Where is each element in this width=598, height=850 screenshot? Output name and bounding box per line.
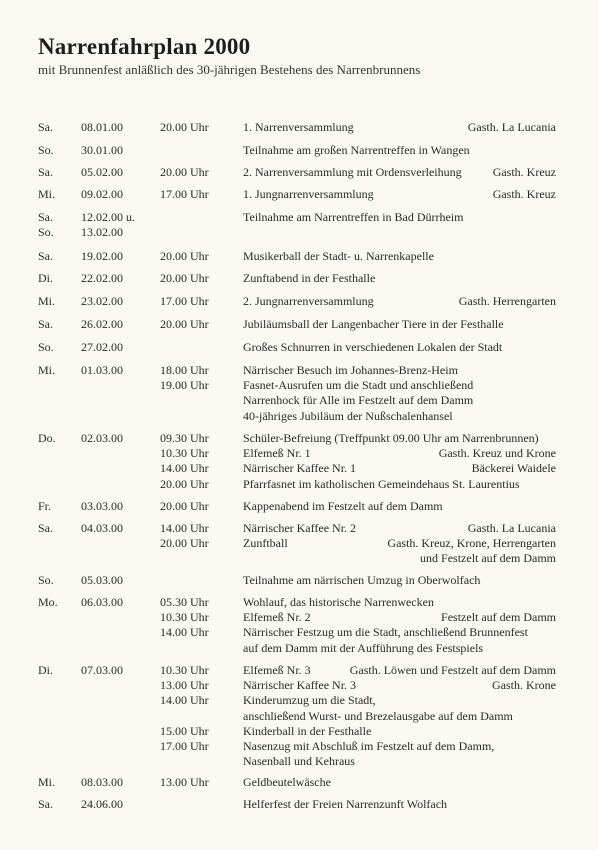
- entry-location: [441, 595, 556, 610]
- entry-event: Teilnahme am großen Narrentreffen in Wangen: [243, 143, 470, 157]
- entry-date-column: [81, 363, 123, 378]
- entry-date: 02.03.00: [81, 431, 123, 445]
- entry-date-column: [81, 143, 123, 158]
- entry-location: Gasth. Herrengarten: [458, 294, 556, 308]
- entry-event: Elfemeß Nr. 1: [243, 446, 311, 461]
- entry-day: Mo.: [38, 595, 58, 609]
- entry-day: So.: [38, 143, 54, 157]
- entry-event-column: [243, 573, 480, 588]
- entry-day: Sa.: [38, 521, 53, 535]
- entry-event: Nasenzug mit Abschluß im Festzelt auf dem Damm,: [243, 739, 495, 754]
- entry-date: 12.02.00 u.: [81, 210, 135, 224]
- entry-event-column: [243, 143, 470, 158]
- entry-event: anschließend Wurst- und Brezelausgabe auf dem Damm: [243, 708, 513, 723]
- entry-day: Sa.: [38, 317, 53, 331]
- entry-event: Narrenhock für Alle im Festzelt auf dem Damm: [243, 393, 474, 408]
- entry-location: Gasth. La Lucania: [467, 521, 556, 535]
- entry-day-column: [38, 294, 55, 309]
- entry-event: Jubiläumsball der Langenbacher Tiere in der Festhalle: [243, 317, 504, 331]
- entry-event: Pfarrfasnet im katholischen Gemeindehaus St. Laurentius: [243, 476, 520, 491]
- entry-location-column: [468, 120, 556, 135]
- entry-date-column: [81, 775, 123, 790]
- entry-event: Elfemeß Nr. 3: [243, 663, 311, 677]
- entry-day: So.: [38, 340, 54, 354]
- entry-event: Kinderball in der Festhalle: [243, 723, 372, 738]
- entry-event-column: [243, 271, 375, 286]
- entry-date: 23.02.00: [81, 294, 123, 308]
- entry-date-column: [81, 120, 123, 135]
- entry-time-column: [160, 775, 209, 790]
- entry-time: 10.30 Uhr: [160, 663, 209, 677]
- entry-event: 1. Jungnarrenversammlung: [243, 187, 374, 201]
- entry-event-column: [243, 797, 447, 812]
- entry-event-column: [243, 317, 504, 332]
- entry-time: 10.30 Uhr: [160, 610, 209, 625]
- entry-event: Kinderumzug um die Stadt,: [243, 693, 376, 708]
- entry-location: [439, 477, 556, 492]
- entry-location: Bäckerei Waidele: [471, 461, 556, 476]
- entry-date-column: [81, 521, 123, 536]
- entry-location-column: [350, 663, 556, 693]
- entry-event-column: [243, 165, 462, 180]
- entry-event: 1. Narrenversammlung: [243, 120, 354, 134]
- entry-day: Mi.: [38, 775, 56, 789]
- entry-time: 20.00 Uhr: [160, 271, 209, 285]
- entry-day-column: [38, 317, 53, 332]
- page-title: Narrenfahrplan 2000: [38, 34, 251, 59]
- entry-day-column: [38, 363, 55, 378]
- entry-date: 09.02.00: [81, 187, 123, 201]
- entry-day-column: [38, 521, 53, 536]
- entry-date: 26.02.00: [81, 317, 123, 331]
- entry-date: 24.06.00: [81, 797, 123, 811]
- entry-location-column: [459, 294, 556, 309]
- entry-event: Geldbeutelwäsche: [243, 775, 331, 789]
- entry-time: 09.30 Uhr: [160, 431, 209, 445]
- entry-time-column: [160, 187, 209, 202]
- entry-day-column: [38, 187, 55, 202]
- entry-event: Fasnet-Ausrufen um die Stadt und anschließend: [243, 378, 474, 393]
- entry-day-column: [38, 595, 58, 610]
- entry-time: 20.00 Uhr: [160, 165, 209, 179]
- entry-day-column: [38, 143, 54, 158]
- entry-time: 20.00 Uhr: [160, 476, 209, 491]
- entry-date: 06.03.00: [81, 595, 123, 609]
- page-subtitle: mit Brunnenfest anläßlich des 30-jährigen Bestehens des Narrenbrunnens: [38, 62, 421, 77]
- entry-day: Sa.: [38, 210, 53, 224]
- entry-time: 14.00 Uhr: [160, 693, 209, 708]
- entry-event: Schüler-Befreiung (Treffpunkt 09.00 Uhr am Narrenbrunnen): [243, 431, 539, 445]
- entry-event: 2. Narrenversammlung mit Ordensverleihung: [243, 165, 462, 179]
- entry-day: Fr.: [38, 499, 52, 513]
- entry-day-column: [38, 499, 51, 514]
- entry-event: Großes Schnurren in verschiedenen Lokalen der Stadt: [243, 340, 503, 354]
- entry-day-column: [38, 210, 54, 240]
- entry-time: 05.30 Uhr: [160, 595, 209, 609]
- entry-time: 20.00 Uhr: [160, 317, 209, 331]
- entry-time: 15.00 Uhr: [160, 723, 209, 738]
- entry-time-column: [160, 120, 209, 135]
- entry-event: Zunftball: [243, 536, 288, 551]
- entry-event: Kappenabend im Festzelt auf dem Damm: [243, 499, 443, 513]
- entry-location-column: [493, 165, 556, 180]
- entry-day-column: [38, 573, 54, 588]
- entry-event: Närrischer Festzug um die Stadt, anschließend Brunnenfest: [243, 625, 528, 640]
- entry-date-column: [81, 210, 135, 240]
- entry-date: 01.03.00: [81, 363, 123, 377]
- entry-time-column: [160, 431, 209, 492]
- entry-location: Gasth. Krone: [492, 678, 556, 693]
- entry-day: So.: [38, 225, 54, 240]
- entry-day-column: [38, 340, 54, 355]
- entry-date-column: [81, 187, 123, 202]
- entry-location: Gasth. Löwen und Festzelt auf dem Damm: [349, 663, 556, 677]
- entry-day-column: [38, 120, 53, 135]
- entry-date: 05.03.00: [81, 573, 123, 587]
- entry-time-column: [160, 595, 209, 641]
- entry-location: Gasth. Kreuz: [492, 165, 556, 179]
- entry-time: 17.00 Uhr: [160, 294, 209, 308]
- entry-event-column: [243, 775, 331, 790]
- entry-day: Di.: [38, 663, 53, 677]
- entry-location: Festzelt auf dem Damm: [441, 610, 556, 625]
- entry-time-column: [160, 294, 209, 309]
- entry-date-column: [81, 663, 123, 678]
- entry-location-column: [441, 595, 556, 625]
- entry-date: 30.01.00: [81, 143, 123, 157]
- entry-time-column: [160, 165, 209, 180]
- entry-day-column: [38, 249, 53, 264]
- entry-event: 2. Jungnarrenversammlung: [243, 294, 374, 308]
- entry-time-column: [160, 521, 209, 551]
- entry-time: 20.00 Uhr: [160, 536, 209, 551]
- entry-date-column: [81, 271, 123, 286]
- entry-time: [160, 709, 209, 724]
- entry-time-column: [160, 499, 209, 514]
- entry-time: 20.00 Uhr: [160, 499, 209, 513]
- entry-location: und Festzelt auf dem Damm: [420, 551, 556, 566]
- entry-date-column: [81, 595, 123, 610]
- entry-date-column: [81, 340, 123, 355]
- entry-date: 04.03.00: [81, 521, 123, 535]
- entry-date-column: [81, 294, 123, 309]
- entry-day: Sa.: [38, 249, 53, 263]
- entry-time-column: [160, 249, 209, 264]
- entry-event: 40-jähriges Jubiläum der Nußschalenhansel: [243, 408, 453, 423]
- entry-day: Sa.: [38, 797, 53, 811]
- entry-location-column: [493, 187, 556, 202]
- entry-date-column: [81, 249, 123, 264]
- entry-event: Närrischer Kaffee Nr. 2: [243, 521, 357, 535]
- entry-event-column: [243, 363, 473, 424]
- entry-location: Gasth. Kreuz und Krone: [438, 446, 556, 461]
- entry-event: Närrischer Kaffee Nr. 1: [243, 461, 357, 476]
- entry-date: 07.03.00: [81, 663, 123, 677]
- entry-location: Gasth. Kreuz, Krone, Herrengarten: [387, 536, 556, 551]
- entry-day: Sa.: [38, 165, 53, 179]
- entry-day: Do.: [38, 431, 56, 445]
- entry-day-column: [38, 165, 53, 180]
- entry-time-column: [160, 317, 209, 332]
- entry-time-column: [160, 363, 209, 393]
- entry-day: Mi.: [38, 363, 56, 377]
- entry-location-column: [439, 431, 556, 492]
- entry-day-column: [38, 775, 55, 790]
- entry-day-column: [38, 663, 53, 678]
- entry-location: [439, 431, 556, 446]
- entry-event-column: [243, 187, 374, 202]
- entry-event: Närrischer Kaffee Nr. 3: [243, 678, 357, 693]
- entry-date: 27.02.00: [81, 340, 123, 354]
- entry-day-column: [38, 271, 53, 286]
- entry-event: Musikerball der Stadt- u. Narrenkapelle: [243, 249, 434, 263]
- entry-time: 10.30 Uhr: [160, 446, 209, 461]
- entry-event: Nasenball und Kehraus: [243, 754, 355, 769]
- entry-event: Teilnahme am Narrentreffen in Bad Dürrheim: [243, 210, 464, 224]
- entry-time: 20.00 Uhr: [160, 249, 209, 263]
- entry-location: Gasth. Kreuz: [492, 187, 556, 201]
- entry-time: 17.00 Uhr: [160, 739, 209, 754]
- entry-date-column: [81, 431, 123, 446]
- entry-time: 13.00 Uhr: [160, 678, 209, 693]
- entry-event: Teilnahme am närrischen Umzug in Oberwolfach: [243, 573, 481, 587]
- entry-date-column: [81, 317, 123, 332]
- entry-event-column: [243, 249, 434, 264]
- entry-location-column: [387, 521, 556, 567]
- entry-day: So.: [38, 573, 54, 587]
- entry-time: 14.00 Uhr: [160, 625, 209, 640]
- entry-date-column: [81, 797, 123, 812]
- entry-date: 08.03.00: [81, 775, 123, 789]
- entry-date: 13.02.00: [81, 225, 123, 240]
- entry-event-column: [243, 499, 443, 514]
- entry-day-column: [38, 431, 56, 446]
- entry-time: 14.00 Uhr: [160, 461, 209, 476]
- entry-event-column: [243, 340, 502, 355]
- entry-date-column: [81, 573, 123, 588]
- entry-event: Närrischer Besuch im Johannes-Brenz-Heim: [243, 363, 458, 377]
- entry-date: 05.02.00: [81, 165, 123, 179]
- entry-event-column: [243, 521, 356, 551]
- entry-time: 17.00 Uhr: [160, 187, 209, 201]
- entry-time-column: [160, 663, 209, 754]
- entry-event-column: [243, 120, 354, 135]
- entry-event: Zunftabend in der Festhalle: [243, 271, 376, 285]
- entry-day: Mi.: [38, 187, 56, 201]
- entry-time: 19.00 Uhr: [160, 378, 209, 393]
- entry-day: Mi.: [38, 294, 56, 308]
- entry-time: 18.00 Uhr: [160, 363, 209, 377]
- entry-event: Helferfest der Freien Narrenzunft Wolfach: [243, 797, 448, 811]
- entry-date-column: [81, 165, 123, 180]
- entry-date: 03.03.00: [81, 499, 123, 513]
- entry-day: Sa.: [38, 120, 53, 134]
- entry-date: 08.01.00: [81, 120, 123, 134]
- entry-time: 20.00 Uhr: [160, 120, 209, 134]
- entry-date-column: [81, 499, 123, 514]
- entry-event-column: [243, 294, 374, 309]
- entry-date: 19.02.00: [81, 249, 123, 263]
- entry-location: Gasth. La Lucania: [467, 120, 556, 134]
- entry-time: 14.00 Uhr: [160, 521, 209, 535]
- entry-day-column: [38, 797, 53, 812]
- entry-date: 22.02.00: [81, 271, 123, 285]
- entry-event: auf dem Damm mit der Aufführung des Festspiels: [243, 640, 484, 655]
- entry-event: Wohlauf, das historische Narrenwecken: [243, 595, 434, 609]
- entry-event-column: [243, 210, 464, 225]
- entry-time: 13.00 Uhr: [160, 775, 209, 789]
- entry-time-column: [160, 271, 209, 286]
- entry-day: Di.: [38, 271, 53, 285]
- entry-event: Elfemeß Nr. 2: [243, 610, 311, 625]
